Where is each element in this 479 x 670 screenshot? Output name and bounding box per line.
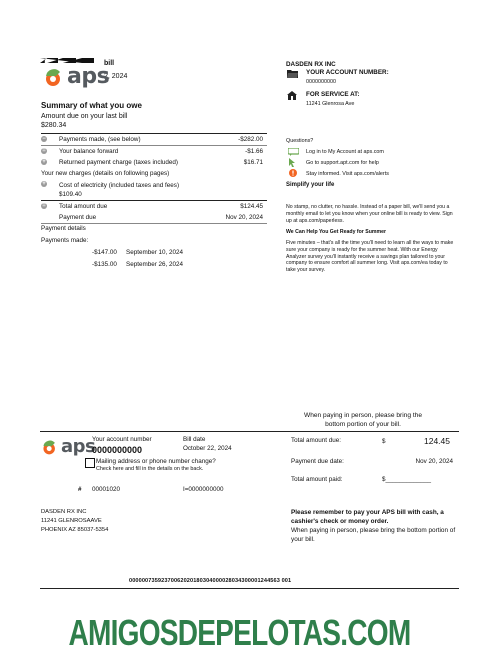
stub-code-left: 00001020 <box>92 486 121 493</box>
payments-made-label: Payments made: <box>41 237 89 244</box>
stub-address-line: DASDEN RX INC <box>41 509 87 515</box>
equals-icon: = <box>42 203 46 209</box>
bill-date-value: October 22, 2024 <box>183 445 232 452</box>
payment-amount: -$147.00 <box>92 249 117 256</box>
aps-logo-stub <box>40 436 95 457</box>
total-amount-due-value: $124.45 <box>240 203 263 210</box>
stub-address-line: 11241 GLENROSAAVE <box>41 518 102 524</box>
divider <box>41 145 267 146</box>
summer-title: We Can Help You Get Ready for Summer <box>286 229 387 235</box>
stub-address-line: PHOENIX AZ 85037-5354 <box>41 527 109 533</box>
minus-icon: − <box>42 136 46 142</box>
plus-icon: + <box>42 181 46 187</box>
in-person-note: When paying in person, please bring the bottom portion of your bill. <box>303 412 423 428</box>
header-partial-bill: bill <box>104 60 115 67</box>
aps-sun-icon <box>42 66 66 88</box>
total-amount-due-value: 124.45 <box>424 436 450 446</box>
total-amount-paid-label: Total amount paid: <box>291 476 343 483</box>
hash-icon: # <box>78 486 82 493</box>
payment-due-label: Payment due <box>59 214 97 221</box>
total-amount-paid-field[interactable]: $_____________ <box>382 476 432 483</box>
total-amount-due-symbol: $ <box>382 438 386 445</box>
summary-title: Summary of what you owe <box>41 101 142 110</box>
your-account-number-label: YOUR ACCOUNT NUMBER: <box>306 69 389 76</box>
payment-due-date-value: Nov 20, 2024 <box>415 458 453 465</box>
payment-date: September 10, 2024 <box>126 249 184 256</box>
aps-logo-text: aps <box>67 64 110 89</box>
payment-amount: -$135.00 <box>92 261 117 268</box>
simplify-title: Simplify your life <box>286 182 335 188</box>
for-service-at-label: FOR SERVICE AT: <box>306 91 360 98</box>
payment-date: September 26, 2024 <box>126 261 184 268</box>
mailing-change-sub: Check here and fill in the details on the back. <box>96 466 204 472</box>
divider <box>41 200 267 201</box>
reminder-normal: When paying in person, please bring the bottom portion of your bill. <box>291 527 456 543</box>
tear-line <box>40 431 459 432</box>
header-partial-date: 2, 2024 <box>104 73 128 80</box>
payment-due-date-label: Payment due date: <box>291 458 344 465</box>
simplify-body: No stamp, no clutter, no hassle. Instead of a paper bill, we'll send you a monthly email to let you know when your online bill is ready to view. Sign up at aps.com/paperless. <box>286 204 453 224</box>
plus-icon: + <box>42 159 46 165</box>
summary-row-value: -$282.00 <box>238 136 263 143</box>
stub-account-number: 0000000000 <box>92 445 143 455</box>
bill-date-label: Bill date <box>183 436 206 443</box>
folder-icon <box>287 69 298 78</box>
amount-due-last-bill-value: $280.34 <box>41 122 67 129</box>
customer-name: DASDEN RX INC <box>286 61 336 68</box>
total-amount-due-label: Total amount due: <box>291 437 342 444</box>
divider <box>41 223 267 224</box>
bottom-rule <box>40 588 459 589</box>
mailing-change-label: Mailing address or phone number change? <box>96 458 216 465</box>
summary-row-label: Your balance forward <box>59 148 119 155</box>
alert-icon <box>289 169 297 177</box>
electricity-value: $109.40 <box>59 191 82 198</box>
house-icon <box>287 91 297 100</box>
header-partial-text-artifact <box>40 58 100 63</box>
equals-icon: = <box>42 148 46 154</box>
summary-row-value: -$1.66 <box>245 148 263 155</box>
questions-item: Go to support.apt.com for help <box>306 160 379 166</box>
new-charges-label: Your new charges (details on following pages) <box>41 170 170 177</box>
questions-title: Questions? <box>286 138 314 144</box>
stub-code-right: I=0000000000 <box>183 486 224 493</box>
summary-row-label: Returned payment charge (taxes included) <box>59 159 179 166</box>
barcode-line: 00000073592370062020180304000028034300001244563 001 <box>129 578 292 584</box>
service-address: 11241 Glenrosa Ave <box>306 101 355 107</box>
divider <box>41 133 267 134</box>
total-amount-due-label: Total amount due <box>59 203 108 210</box>
watermark-text: AMIGOSDEPELOTAS.COM <box>68 612 411 653</box>
summary-row-value: $16.71 <box>243 159 263 166</box>
aps-logo <box>42 64 109 89</box>
questions-item: Log in to My Account at aps.com <box>306 149 384 155</box>
payment-details-label: Payment details <box>41 225 86 232</box>
aps-sun-icon <box>40 438 60 456</box>
account-number-value: 0000000000 <box>306 79 336 85</box>
pointer-icon <box>288 158 297 167</box>
aps-logo-text: aps <box>61 436 96 457</box>
amount-due-last-bill-label: Amount due on your last bill <box>41 113 128 120</box>
reminder-bold: Please remember to pay your APS bill with cash, a cashier's check or money order. <box>291 509 444 525</box>
payment-due-value: Nov 20, 2024 <box>225 214 263 221</box>
questions-item: Stay informed. Visit aps.com/alerts <box>306 171 389 177</box>
summary-row-label: Payments made, (see below) <box>59 136 141 143</box>
chat-icon <box>288 148 299 156</box>
mailing-change-checkbox[interactable] <box>85 458 95 468</box>
stub-account-number-label: Your account number <box>92 436 152 443</box>
electricity-label: Cost of electricity (included taxes and fees) <box>59 182 180 189</box>
summer-body: Five minutes – that's all the time you'll need to learn all the ways to make sure your company is ready for the summer heat. With our Energy Analyzer survey you'll instantly receive a savings plan tailored to your company to ensure comfort all summer long. Visit aps.com/ea today to take your survey. <box>286 240 454 273</box>
